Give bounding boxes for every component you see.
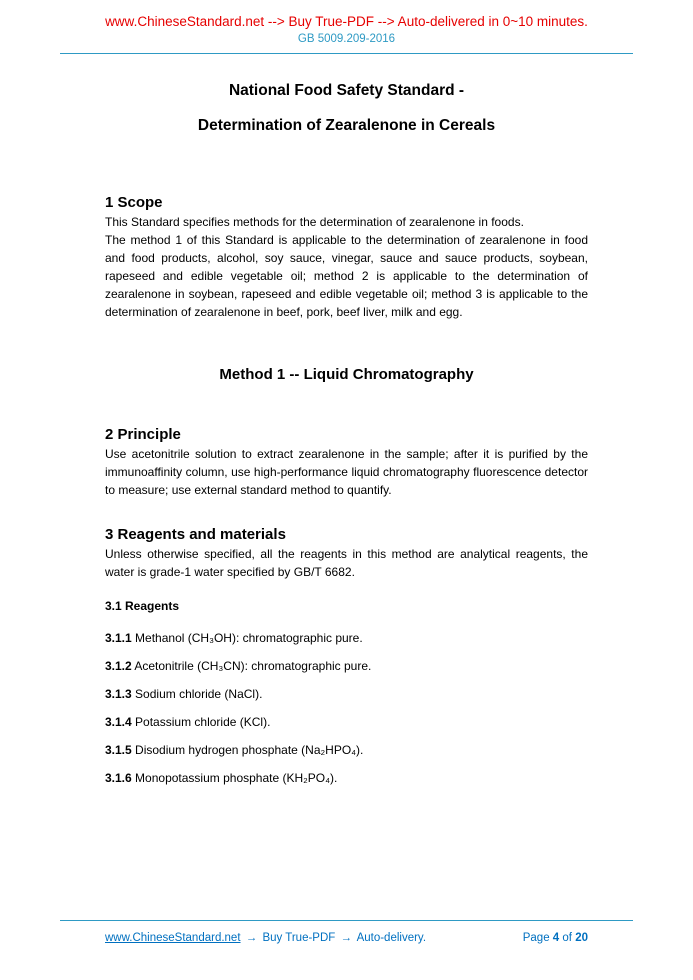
reagent-item-text: Sodium chloride (NaCl). bbox=[135, 687, 263, 701]
document-body bbox=[0, 82, 693, 787]
reagent-item bbox=[105, 713, 588, 731]
page-header bbox=[0, 0, 693, 54]
document-title-line2: Determination of Zearalenone in Cereals bbox=[197, 117, 496, 134]
section-heading-principle: 2 Principle bbox=[105, 426, 181, 443]
section-heading-reagents: 3 Reagents and materials bbox=[105, 526, 286, 543]
reagent-item-text: Disodium hydrogen phosphate (Na₂HPO₄). bbox=[135, 743, 364, 757]
footer-links bbox=[105, 930, 426, 946]
reagent-item-number: 3.1.3 bbox=[105, 687, 132, 701]
reagent-item-number: 3.1.6 bbox=[105, 771, 132, 785]
page-number-indicator bbox=[523, 930, 588, 946]
reagent-item bbox=[105, 769, 588, 787]
reagent-item-text: Methanol (CH₃OH): chromatographic pure. bbox=[135, 631, 363, 645]
promo-banner-link[interactable]: www.ChineseStandard.net --> Buy True-PDF --> Auto-delivered in 0~10 minutes. bbox=[105, 14, 588, 29]
reagent-item-number: 3.1.1 bbox=[105, 631, 132, 645]
page-label: Page bbox=[522, 932, 550, 944]
subsection-heading-reagents: 3.1 Reagents bbox=[105, 599, 180, 613]
reagent-item-text: Monopotassium phosphate (KH₂PO₄). bbox=[135, 771, 338, 785]
reagent-item bbox=[105, 629, 588, 647]
reagent-item-number: 3.1.5 bbox=[105, 743, 132, 757]
reagent-item-text: Potassium chloride (KCl). bbox=[135, 715, 271, 729]
method1-heading: Method 1 -- Liquid Chromatography bbox=[219, 366, 474, 383]
document-title bbox=[105, 82, 588, 135]
document-title-line1: National Food Safety Standard - bbox=[228, 82, 465, 99]
page-current: 4 bbox=[552, 932, 560, 944]
footer-divider bbox=[60, 920, 633, 921]
arrow-icon: → bbox=[245, 932, 258, 944]
standard-code: GB 5009.209-2016 bbox=[297, 33, 396, 45]
reagent-item bbox=[105, 685, 588, 703]
arrow-icon: → bbox=[340, 932, 352, 944]
page-footer bbox=[0, 920, 693, 946]
reagent-item-text: Acetonitrile (CH₃CN): chromatographic pure. bbox=[134, 659, 372, 673]
reagent-item bbox=[105, 741, 588, 759]
reagents-paragraph: Unless otherwise specified, all the reagents in this method are analytical reagents, the water is grade-1 water specified by GB/T 6682. bbox=[105, 547, 588, 579]
reagent-item-number: 3.1.2 bbox=[105, 659, 132, 673]
footer-delivery-label: Auto-delivery. bbox=[356, 932, 427, 944]
section-heading-scope: 1 Scope bbox=[105, 194, 163, 211]
page-of-label: of bbox=[562, 932, 572, 944]
scope-paragraph-2: The method 1 of this Standard is applicable to the determination of zearalenone in food and food products, alcohol, soy sauce, vinegar, sauce and sauce products, soybean, rapeseed and edible vegetable oil; method 2 is applicable to the determination of zearalenone in soybean, rapeseed and edible vegetable oil; method 3 is applicable to the determination of zearalenone in beef, pork, beef liver, milk and egg. bbox=[105, 233, 588, 319]
footer-buy-label: Buy True-PDF bbox=[262, 932, 336, 944]
page-total: 20 bbox=[575, 932, 588, 944]
scope-paragraph-1: This Standard specifies methods for the determination of zearalenone in foods. bbox=[105, 215, 524, 229]
reagent-item-number: 3.1.4 bbox=[105, 715, 132, 729]
principle-paragraph: Use acetonitrile solution to extract zearalenone in the sample; after it is purified by the immunoaffinity column, use high-performance liquid chromatography fluorescence detector to measure; use external standard method to quantify. bbox=[105, 447, 588, 497]
header-divider bbox=[60, 53, 633, 54]
reagent-item bbox=[105, 657, 588, 675]
footer-site-link[interactable]: www.ChineseStandard.net bbox=[105, 932, 241, 944]
